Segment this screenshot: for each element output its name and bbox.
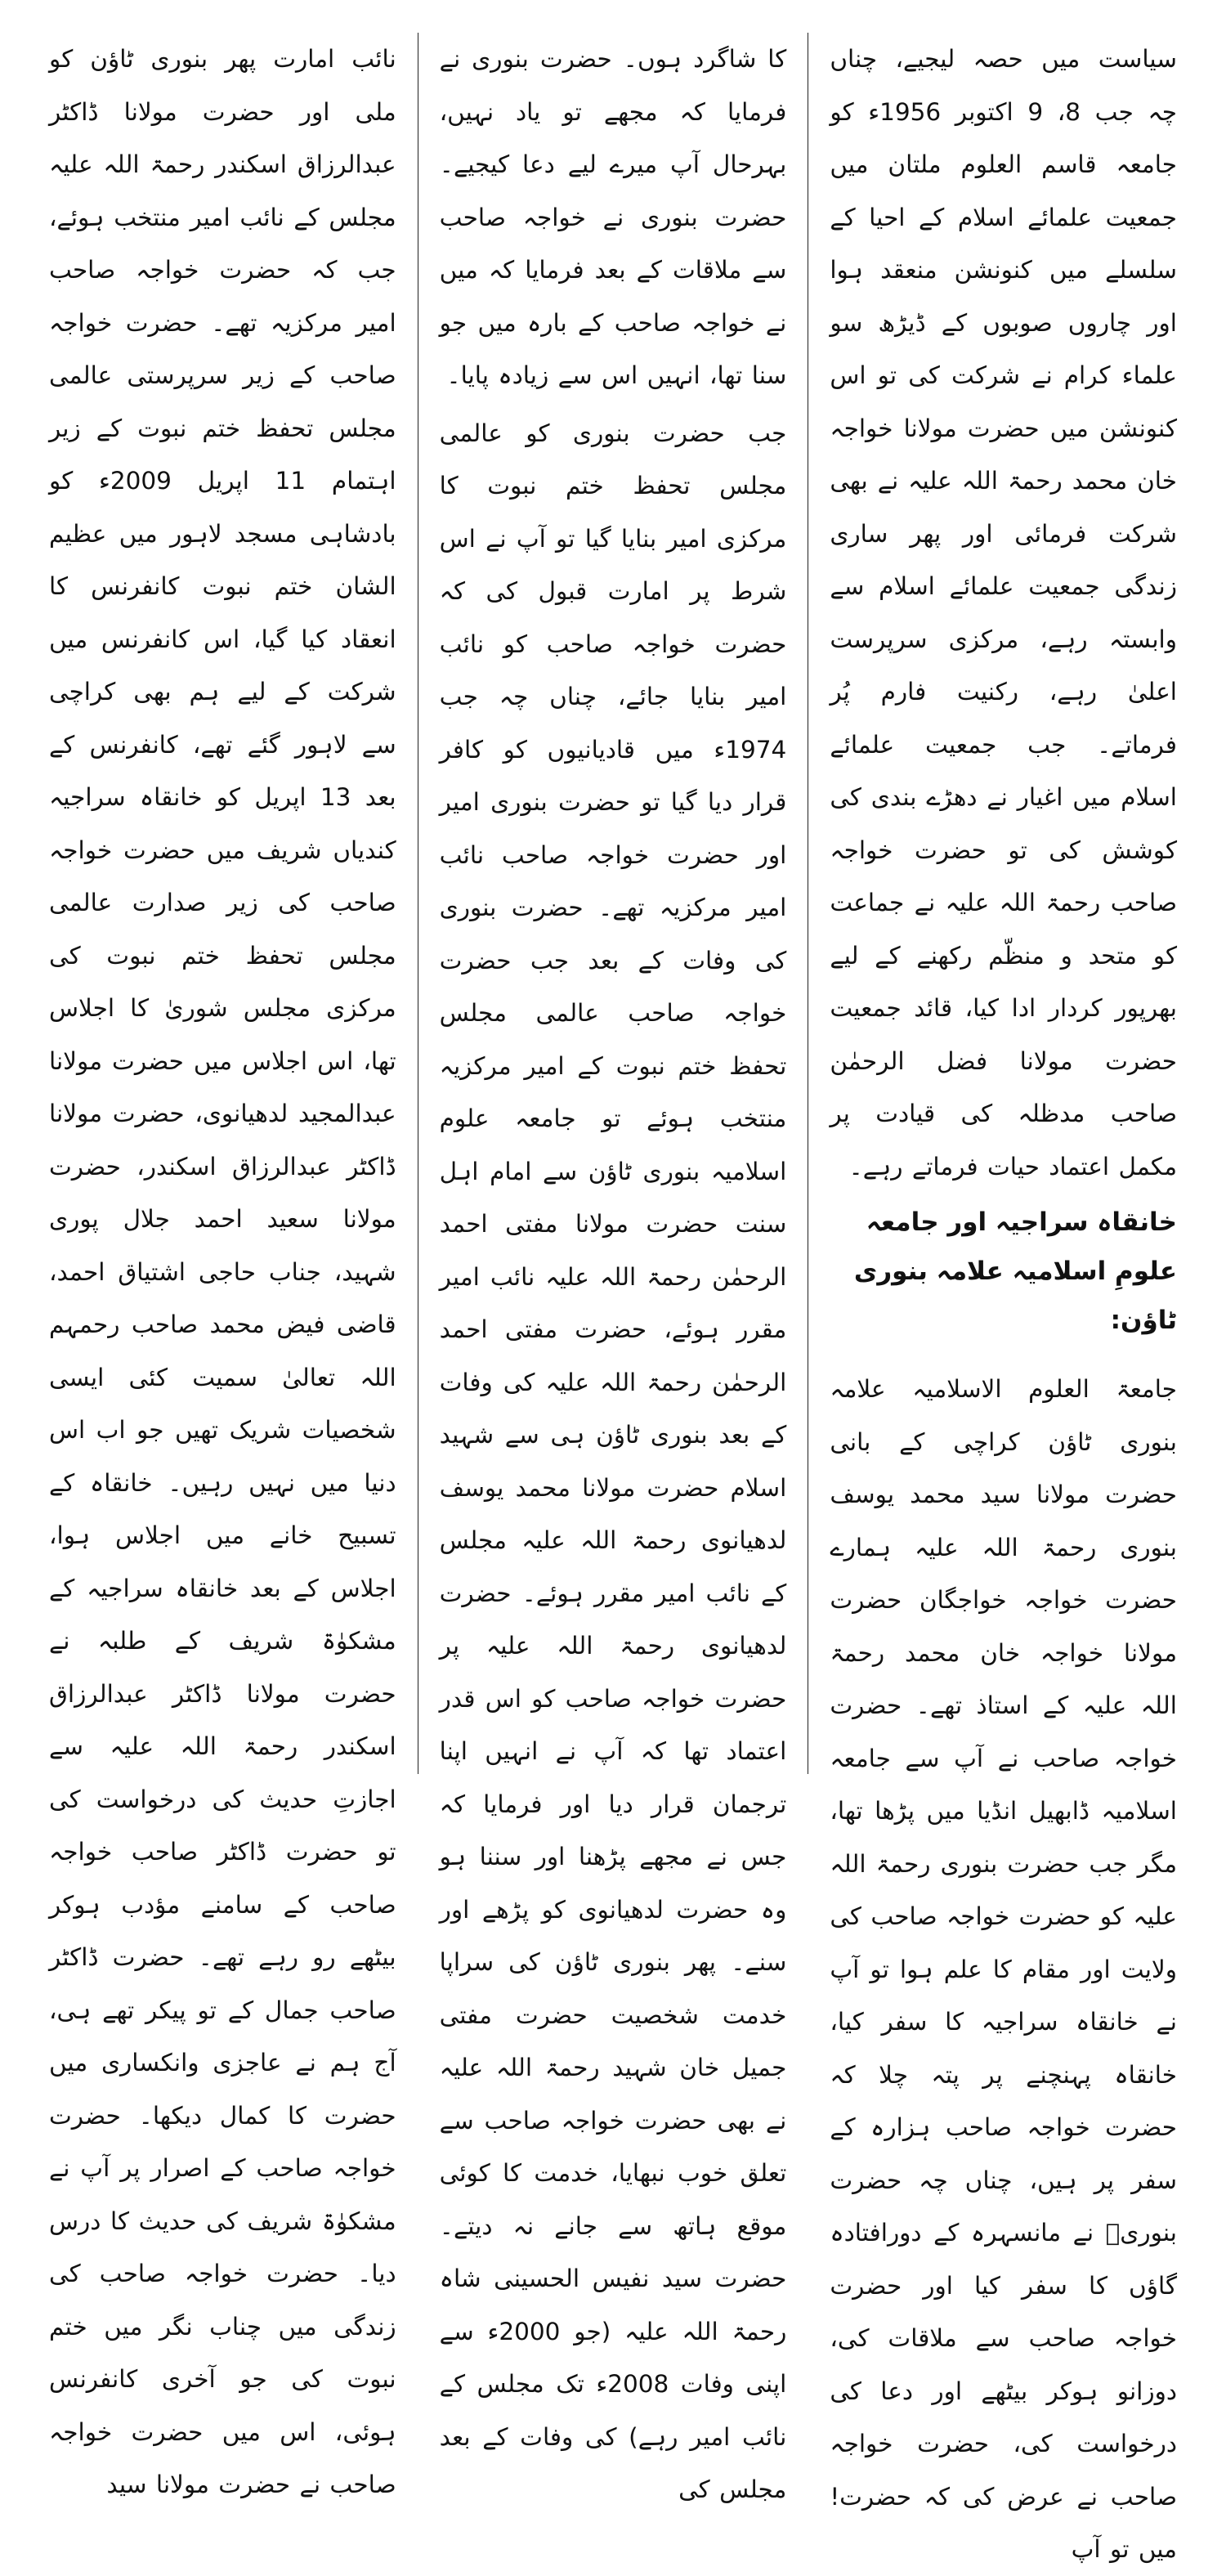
paragraph: جامعۃ العلوم الاسلامیہ علامہ بنوری ٹاؤن کراچی کے بانی حضرت مولانا سید محمد یوسف بنوری رحمۃ اللہ علیہ ہمارے حضرت خواجہ خواجگان حضرت مولانا خواجہ خان محمد رحمۃ اللہ علیہ کے استاذ تھے۔ حضرت خواجہ صاحب نے آپ سے جامعہ اسلامیہ ڈابھیل انڈیا میں پڑھا تھا، مگر جب حضرت بنوری رحمۃ اللہ علیہ کو حضرت خواجہ صاحب کی ولایت اور مقام کا علم ہوا تو آپ نے خانقاہ سراجیہ کا سفر کیا، خانقاہ پہنچنے پر پتہ چلا کہ حضرت خواجہ صاحب ہزارہ کے سفر پر ہیں، چناں چہ حضرت بنوریؒ نے مانسہرہ کے دورافتادہ گاؤں کا سفر کیا اور حضرت خواجہ صاحب سے ملاقات کی، دوزانو ہوکر بیٹھے اور دعا کی درخواست کی، حضرت خواجہ صاحب نے عرض کی کہ حضرت! میں تو آپ xyxy=(830,1375,1177,2563)
paragraph: جب حضرت بنوری کو عالمی مجلس تحفظ ختم نبوت کا مرکزی امیر بنایا گیا تو آپ نے اس شرط پر امارت قبول کی کہ حضرت خواجہ صاحب کو نائب امیر بنایا جائے، چناں چہ جب 1974ء میں قادیانیوں کو کافر قرار دیا گیا تو حضرت بنوری امیر اور حضرت خواجہ صاحب نائب امیر مرکزیہ تھے۔ حضرت بنوری کی وفات کے بعد جب حضرت خواجہ صاحب عالمی مجلس تحفظ ختم نبوت کے امیر مرکزیہ منتخب ہوئے تو جامعہ علوم اسلامیہ بنوری ٹاؤن سے امام اہل سنت حضرت مولانا مفتی احمد الرحمٰن رحمۃ اللہ علیہ نائب امیر مقرر ہوئے، حضرت مفتی احمد الرحمٰن رحمۃ اللہ علیہ کی وفات کے بعد بنوری ٹاؤن ہی سے شہید اسلام حضرت مولانا محمد یوسف لدھیانوی رحمۃ اللہ علیہ مجلس کے نائب امیر مقرر ہوئے۔ حضرت لدھیانوی رحمۃ اللہ علیہ پر حضرت خواجہ صاحب کو اس قدر اعتماد تھا کہ آپ نے انہیں اپنا ترجمان قرار دیا اور فرمایا کہ جس نے مجھے پڑھنا اور سننا ہو وہ حضرت لدھیانوی کو پڑھے اور سنے۔ پھر بنوری ٹاؤن کی سراپا خدمت شخصیت حضرت مفتی جمیل خان شہید رحمۃ اللہ علیہ نے بھی حضرت خواجہ صاحب سے تعلق خوب نبھایا، خدمت کا کوئی موقع ہاتھ سے جانے نہ دیتے۔ حضرت سید نفیس الحسینی شاہ رحمۃ اللہ علیہ (جو 2000ء سے اپنی وفات 2008ء تک مجلس کے نائب امیر رہے) کی وفات کے بعد مجلس کی xyxy=(439,419,787,2503)
article-column-right xyxy=(808,33,1198,2563)
article-column-middle xyxy=(418,33,808,2503)
paragraph: نائب امارت پھر بنوری ٹاؤن کو ملی اور حضرت مولانا ڈاکٹر عبدالرزاق اسکندر رحمۃ اللہ علیہ مجلس کے نائب امیر منتخب ہوئے، جب کہ حضرت خواجہ صاحب امیر مرکزیہ تھے۔ حضرت خواجہ صاحب کے زیر سرپرستی عالمی مجلس تحفظ ختم نبوت کے زیر اہتمام 11 اپریل 2009ء کو بادشاہی مسجد لاہور میں عظیم الشان ختم نبوت کانفرنس کا انعقاد کیا گیا، اس کانفرنس میں شرکت کے لیے ہم بھی کراچی سے لاہور گئے تھے، کانفرنس کے بعد 13 اپریل کو خانقاہ سراجیہ کندیاں شریف میں حضرت خواجہ صاحب کی زیر صدارت عالمی مجلس تحفظ ختم نبوت کی مرکزی مجلس شوریٰ کا اجلاس تھا، اس اجلاس میں حضرت مولانا عبدالمجید لدھیانوی، حضرت مولانا ڈاکٹر عبدالرزاق اسکندر، حضرت مولانا سعید احمد جلال پوری شہید، جناب حاجی اشتیاق احمد، قاضی فیض محمد صاحب رحمہم اللہ تعالیٰ سمیت کئی ایسی شخصیات شریک تھیں جو اب اس دنیا میں نہیں رہیں۔ خانقاہ کے تسبیح خانے میں اجلاس ہوا، اجلاس کے بعد خانقاہ سراجیہ کے مشکوٰۃ شریف کے طلبہ نے حضرت مولانا ڈاکٹر عبدالرزاق اسکندر رحمۃ اللہ علیہ سے اجازتِ حدیث کی درخواست کی تو حضرت ڈاکٹر صاحب خواجہ صاحب کے سامنے مؤدب ہوکر بیٹھے رو رہے تھے۔ حضرت ڈاکٹر صاحب جمال کے تو پیکر تھے ہی، آج ہم نے عاجزی وانکساری میں حضرت کا کمال دیکھا۔ حضرت خواجہ صاحب کے اصرار پر آپ نے مشکوٰۃ شریف کی حدیث کا درس دیا۔ حضرت خواجہ صاحب کی زندگی میں چناب نگر میں ختم نبوت کی جو آخری کانفرنس ہوئی، اس میں حضرت خواجہ صاحب نے حضرت مولانا سید xyxy=(48,45,396,2498)
section-heading: خانقاہ سراجیہ اور جامعہ علومِ اسلامیہ علامہ بنوری ٹاؤن: xyxy=(853,1207,1177,1335)
paragraph: سیاست میں حصہ لیجیے، چناں چہ جب 8، 9 اکتوبر 1956ء کو جامعہ قاسم العلوم ملتان میں جمعیت علمائے اسلام کے احیا کے سلسلے میں کنونشن منعقد ہوا اور چاروں صوبوں کے ڈیڑھ سو علماء کرام نے شرکت کی تو اس کنونشن میں حضرت مولانا خواجہ خان محمد رحمۃ اللہ علیہ نے بھی شرکت فرمائی اور پھر ساری زندگی جمعیت علمائے اسلام سے وابستہ رہے، مرکزی سرپرست اعلیٰ رہے، رکنیت فارم پُر فرماتے۔ جب جمعیت علمائے اسلام میں اغیار نے دھڑے بندی کی کوشش کی تو حضرت خواجہ صاحب رحمۃ اللہ علیہ نے جماعت کو متحد و منظّم رکھنے کے لیے بھرپور کردار ادا کیا، قائد جمعیت حضرت مولانا فضل الرحمٰن صاحب مدظلہ کی قیادت پر مکمل اعتماد حیات فرماتے رہے۔ xyxy=(830,45,1177,1180)
paragraph: کا شاگرد ہوں۔ حضرت بنوری نے فرمایا کہ مجھے تو یاد نہیں، بہرحال آپ میرے لیے دعا کیجیے۔ حضرت بنوری نے خواجہ صاحب سے ملاقات کے بعد فرمایا کہ میں نے خواجہ صاحب کے بارہ میں جو سنا تھا، انہیں اس سے زیادہ پایا۔ xyxy=(439,45,787,389)
article-column-left xyxy=(28,33,418,2498)
